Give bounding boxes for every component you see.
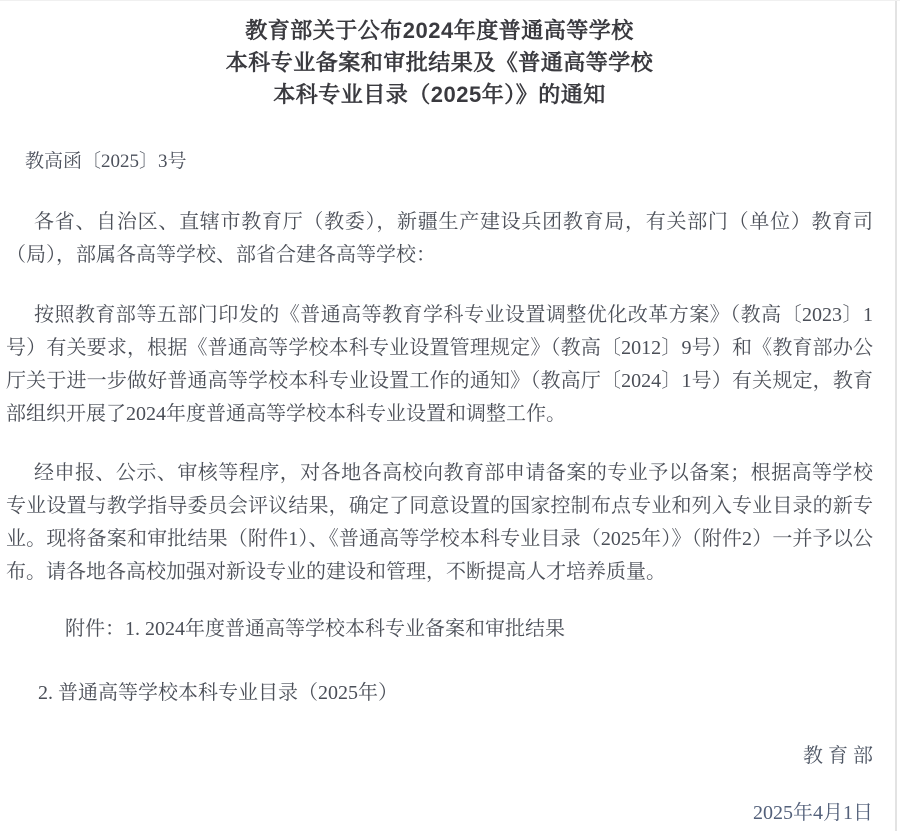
- title-line-2: 本科专业备案和审批结果及《普通高等学校: [225, 50, 654, 75]
- title-line-1: 教育部关于公布2024年度普通高等学校: [245, 18, 634, 43]
- issue-date: 2025年4月1日: [753, 802, 873, 824]
- salutation-paragraph: 各省、自治区、直辖市教育厅（教委），新疆生产建设兵团教育局，有关部门（单位）教育司（局），部属各高等学校、部省合建各高等学校：: [6, 211, 873, 266]
- body-paragraph-1: 按照教育部等五部门印发的《普通高等教育学科专业设置调整优化改革方案》（教高〔2023〕1号）有关要求，根据《普通高等学校本科专业设置管理规定》（教高〔2012〕9号）和《教育部办公厅关于进一步做好普通高等学校本科专业设置工作的通知》（教高厅〔2024〕1号）有关规定，教育部组织开展了2024年度普通高等学校本科专业设置和调整工作。: [6, 304, 873, 425]
- document-title: [6, 15, 873, 111]
- body-paragraph-2: 经申报、公示、审核等程序，对各地各高校向教育部申请备案的专业予以备案；根据高等学校专业设置与教学指导委员会评议结果，确定了同意设置的国家控制布点专业和列入专业目录的新专业。现将备案和审批结果（附件1）、《普通高等学校本科专业目录（2025年）》（附件2）一并予以公布。请各地各高校加强对新设专业的建设和管理，不断提高人才培养质量。: [6, 462, 873, 583]
- document-number: 教高函〔2025〕3号: [25, 151, 187, 172]
- attachment-line-2: 2. 普通高等学校本科专业目录（2025年）: [38, 682, 398, 704]
- title-line-3: 本科专业目录（2025年）》的通知: [273, 82, 606, 107]
- attachment-line-1: 附件：1. 2024年度普通高等学校本科专业备案和审批结果: [65, 618, 565, 640]
- issuer-signature: 教 育 部: [803, 745, 873, 767]
- page-right-border: [895, 1, 897, 831]
